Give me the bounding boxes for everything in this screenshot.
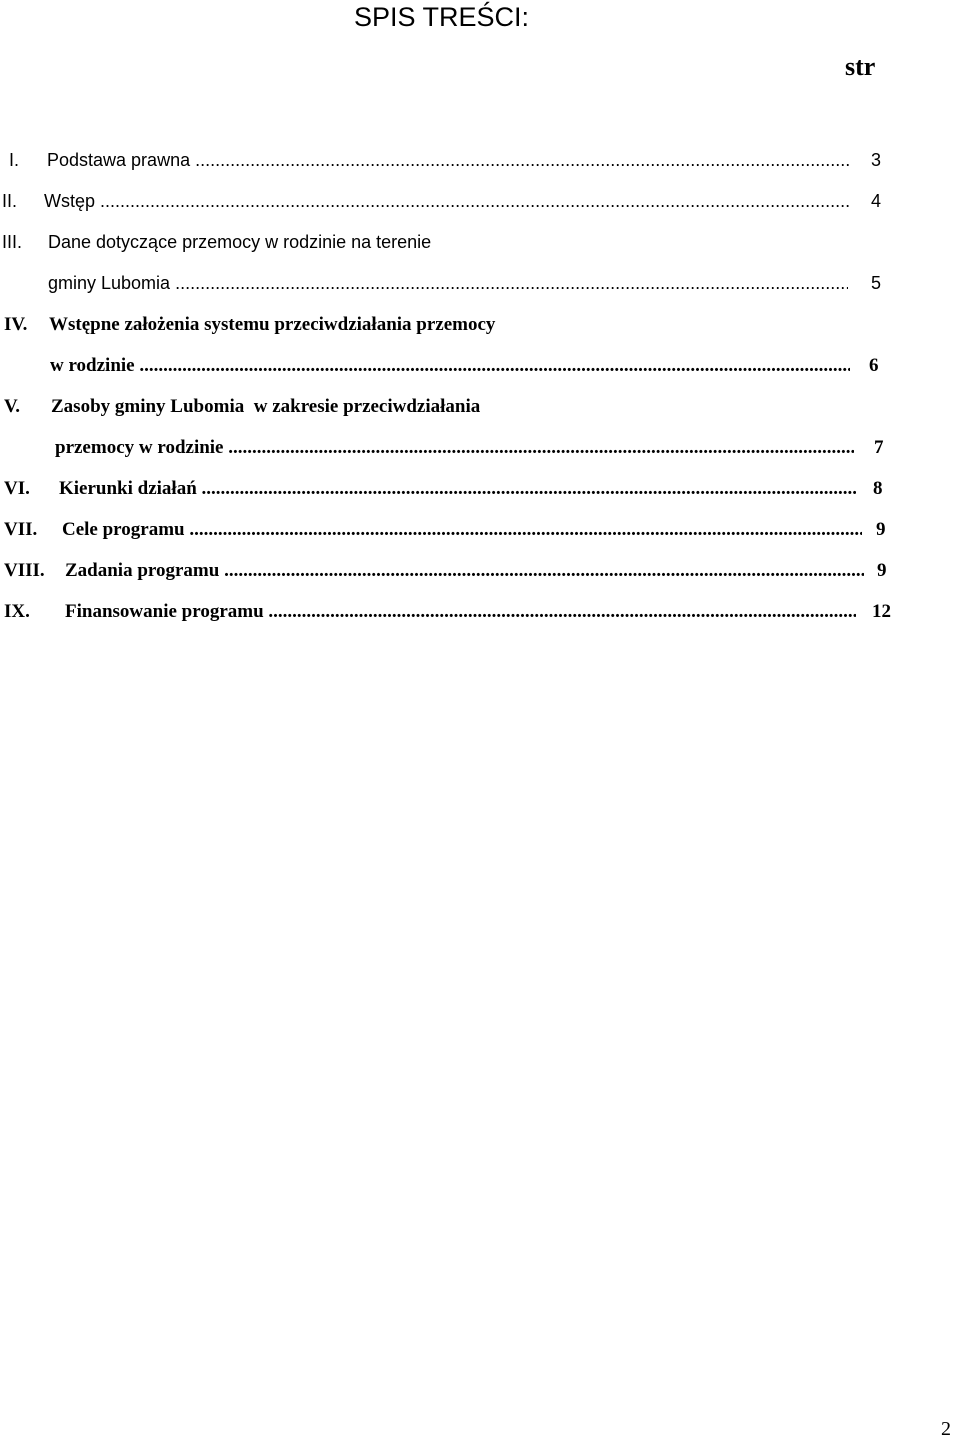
toc-entry-7[interactable] — [4, 516, 862, 544]
toc-entry-8-page: 9 — [877, 560, 887, 581]
toc-entry-3-page: 5 — [871, 273, 882, 293]
toc-entry-7-page: 9 — [876, 519, 886, 540]
toc-entry-2-page: 4 — [871, 191, 882, 211]
toc-entry-5-page: 7 — [874, 437, 884, 458]
toc-entry-9-page: 12 — [872, 601, 891, 622]
toc-entry-4-title-cont: w rodzinie — [50, 355, 135, 376]
toc-entry-4-title: Wstępne założenia systemu przeciwdziałania przemocy — [49, 314, 496, 335]
toc-entry-7-number: VII. — [4, 519, 38, 540]
toc-entry-6[interactable] — [4, 475, 856, 503]
toc-entry-2[interactable] — [2, 187, 850, 215]
toc-entry-5[interactable] — [4, 393, 704, 421]
toc-entry-1-number: I. — [9, 150, 20, 170]
toc-title: SPIS TREŚCI: — [354, 2, 530, 32]
toc-entry-7-title: Cele programu — [62, 519, 185, 540]
toc-entry-1-page: 3 — [871, 150, 882, 170]
page-column-label: str — [845, 52, 876, 81]
toc-entry-2-number: II. — [2, 191, 18, 211]
toc-entry-3-title: Dane dotyczące przemocy w rodzinie na terenie — [48, 232, 432, 252]
toc-entry-3-number: III. — [2, 232, 23, 252]
toc-entry-1-title: Podstawa prawna — [47, 150, 191, 170]
toc-entry-3[interactable] — [2, 228, 702, 256]
toc-entry-2-title: Wstęp — [44, 191, 96, 211]
toc-entry-4-page: 6 — [869, 355, 879, 376]
toc-entry-9[interactable] — [4, 598, 856, 626]
toc-entry-6-page: 8 — [873, 478, 883, 499]
toc-entry-3-cont[interactable] — [48, 269, 848, 297]
toc-entry-8-title: Zadania programu — [65, 560, 220, 581]
page-number: 2 — [941, 1418, 951, 1440]
toc-entry-1[interactable] — [9, 146, 849, 174]
toc-entry-4-cont[interactable] — [50, 352, 850, 380]
toc-entry-4[interactable] — [4, 311, 704, 339]
toc-entry-5-title-cont: przemocy w rodzinie — [55, 437, 224, 458]
toc-entry-6-number: VI. — [4, 478, 30, 499]
toc-entry-3-title-cont: gminy Lubomia — [48, 273, 171, 293]
toc-entry-5-title: Zasoby gminy Lubomia w zakresie przeciwdziałania — [51, 396, 481, 417]
toc-entry-5-number: V. — [4, 396, 21, 417]
toc-entry-8[interactable] — [4, 557, 864, 585]
toc-entry-5-cont[interactable] — [55, 434, 854, 462]
toc-entry-8-number: VIII. — [4, 560, 45, 581]
toc-entry-4-number: IV. — [4, 314, 28, 335]
toc-entry-9-number: IX. — [4, 601, 30, 622]
toc-entry-6-title: Kierunki działań — [59, 478, 197, 499]
toc-entry-9-title: Finansowanie programu — [65, 601, 264, 622]
